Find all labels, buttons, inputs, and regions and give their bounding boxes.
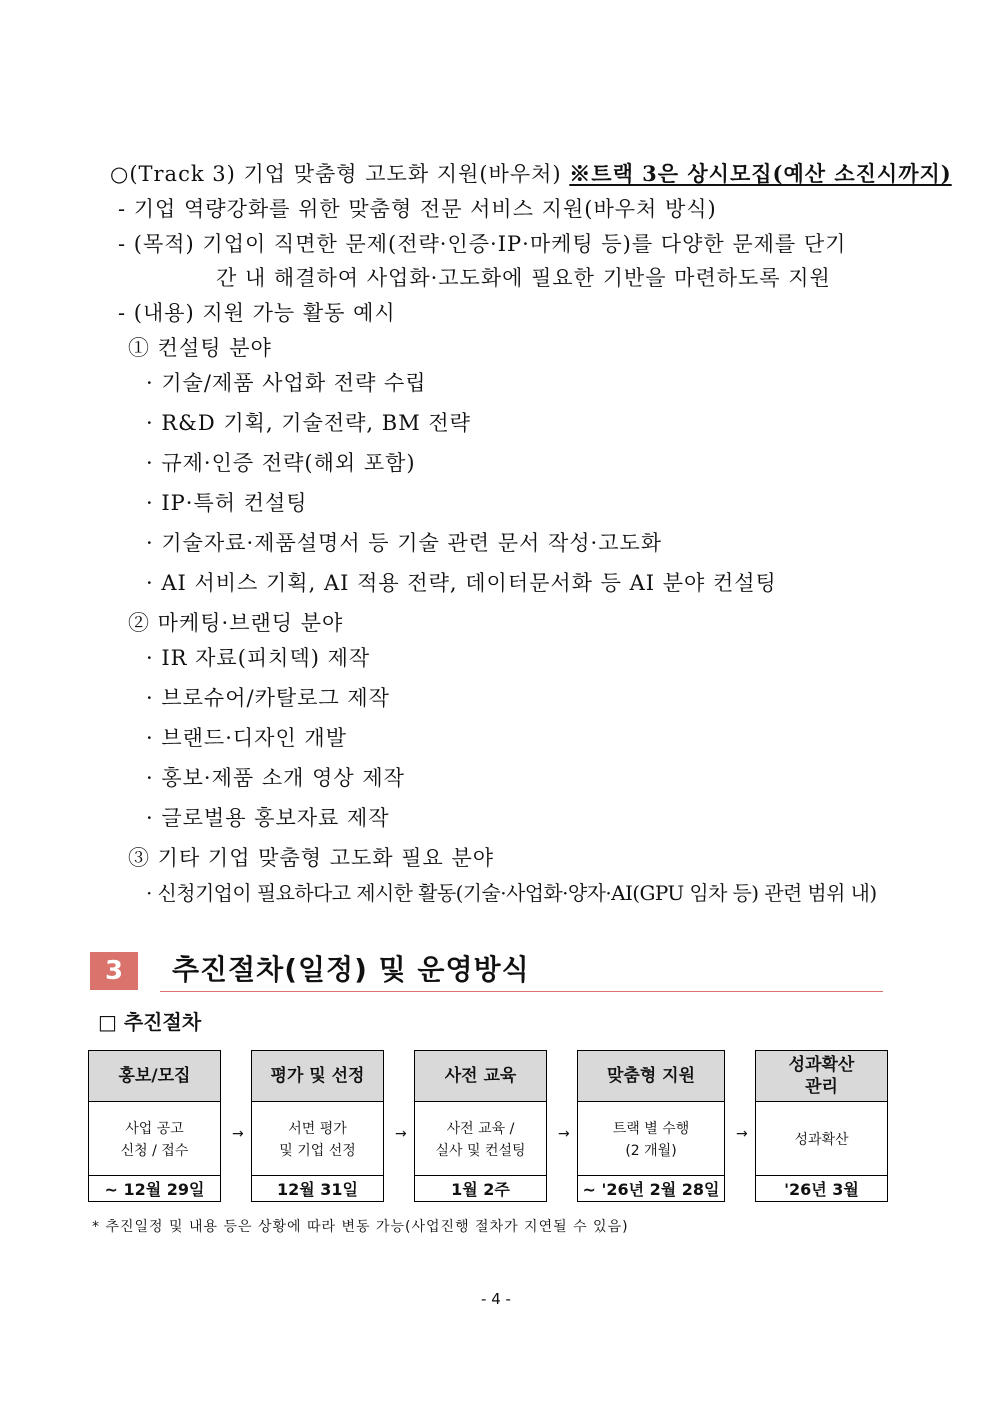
step-desc-line: 사업 공고 (125, 1120, 184, 1137)
content-line: - (내용) 지원 가능 활동 예시 (118, 301, 396, 325)
step-desc-line: 및 기업 선정 (279, 1142, 356, 1159)
list-item: · 글로벌용 홍보자료 제작 (146, 806, 390, 830)
list-item: · 브랜드·디자인 개발 (146, 726, 347, 750)
step-title: 맞춤형 지원 (578, 1051, 724, 1102)
footnote: * 추진일정 및 내용 등은 상황에 따라 변동 가능(사업진행 절차가 지연될 수 있음) (92, 1219, 629, 1235)
step-desc-line: (2 개월) (625, 1142, 677, 1159)
track3-heading-text: ○(Track 3) 기업 맞춤형 고도화 지원(바우처) (110, 162, 570, 186)
process-step-support (577, 1050, 725, 1202)
step-description (252, 1102, 383, 1177)
step-date: ~ '26년 2월 28일 (578, 1175, 724, 1201)
list-item: · 규제·인증 전략(해외 포함) (146, 451, 416, 475)
list-item: · 신청기업이 필요하다고 제시한 활동(기술·사업화·양자·AI(GPU 임차 등) 관련 범위 내) (146, 881, 877, 905)
section-divider (160, 991, 883, 992)
track3-heading (110, 160, 952, 188)
step-desc-line: 사전 교육 / (446, 1120, 515, 1137)
list-item: · R&D 기획, 기술전략, BM 전략 (146, 411, 471, 435)
process-step-promotion (88, 1050, 221, 1202)
purpose-line-1: - 기업 역량강화를 위한 맞춤형 전문 서비스 지원(바우처 방식) (118, 197, 717, 221)
arrow-right-icon: → (736, 1126, 748, 1142)
section-number-badge: 3 (90, 952, 138, 990)
step-title: 성과확산 관리 (756, 1051, 887, 1102)
arrow-right-icon: → (395, 1126, 407, 1142)
list-item: · 브로슈어/카탈로그 제작 (146, 686, 390, 710)
process-step-education (414, 1050, 547, 1202)
list-item: · IP·특허 컨설팅 (146, 491, 308, 515)
arrow-right-icon: → (232, 1126, 244, 1142)
step-description (89, 1102, 220, 1177)
arrow-right-icon: → (558, 1126, 570, 1142)
step-title: 홍보/모집 (89, 1051, 220, 1102)
step-date: 1월 2주 (415, 1175, 546, 1201)
list-item: · 기술자료·제품설명서 등 기술 관련 문서 작성·고도화 (146, 531, 663, 555)
step-desc-line: 신청 / 접수 (120, 1142, 189, 1159)
step-desc-line: 실사 및 컨설팅 (435, 1142, 526, 1159)
purpose-line-2b: 간 내 해결하여 사업화·고도화에 필요한 기반을 마련하도록 지원 (216, 266, 831, 290)
step-description (578, 1102, 724, 1177)
subsection-heading: □ 추진절차 (98, 1010, 202, 1034)
page-number: - 4 - (481, 1290, 511, 1308)
step-date: '26년 3월 (756, 1175, 887, 1201)
step-desc-line: 성과확산 (794, 1131, 849, 1148)
process-step-evaluation (251, 1050, 384, 1202)
list-item: · 홍보·제품 소개 영상 제작 (146, 766, 405, 790)
category-consulting: ① 컨설팅 분야 (128, 336, 272, 360)
step-desc-line: 트랙 별 수행 (612, 1120, 690, 1137)
list-item: · IR 자료(피치덱) 제작 (146, 646, 371, 670)
step-description (415, 1102, 546, 1177)
list-item: · 기술/제품 사업화 전략 수립 (146, 371, 427, 395)
step-date: 12월 31일 (252, 1175, 383, 1201)
step-desc-line: 서면 평가 (288, 1120, 347, 1137)
process-step-outcome (755, 1050, 888, 1202)
category-other: ③ 기타 기업 맞춤형 고도화 필요 분야 (128, 846, 495, 870)
category-marketing: ② 마케팅·브랜딩 분야 (128, 611, 344, 635)
list-item: · AI 서비스 기획, AI 적용 전략, 데이터문서화 등 AI 분야 컨설팅 (146, 571, 777, 595)
section-title: 추진절차(일정) 및 운영방식 (172, 953, 530, 986)
step-title: 사전 교육 (415, 1051, 546, 1102)
purpose-line-2a: - (목적) 기업이 직면한 문제(전략·인증·IP·마케팅 등)를 다양한 문제를 단기 (118, 232, 847, 256)
step-description (756, 1102, 887, 1177)
step-date: ~ 12월 29일 (89, 1175, 220, 1201)
step-title: 평가 및 선정 (252, 1051, 383, 1102)
track3-recruit-note: ※트랙 3은 상시모집(예산 소진시까지) (569, 161, 952, 186)
